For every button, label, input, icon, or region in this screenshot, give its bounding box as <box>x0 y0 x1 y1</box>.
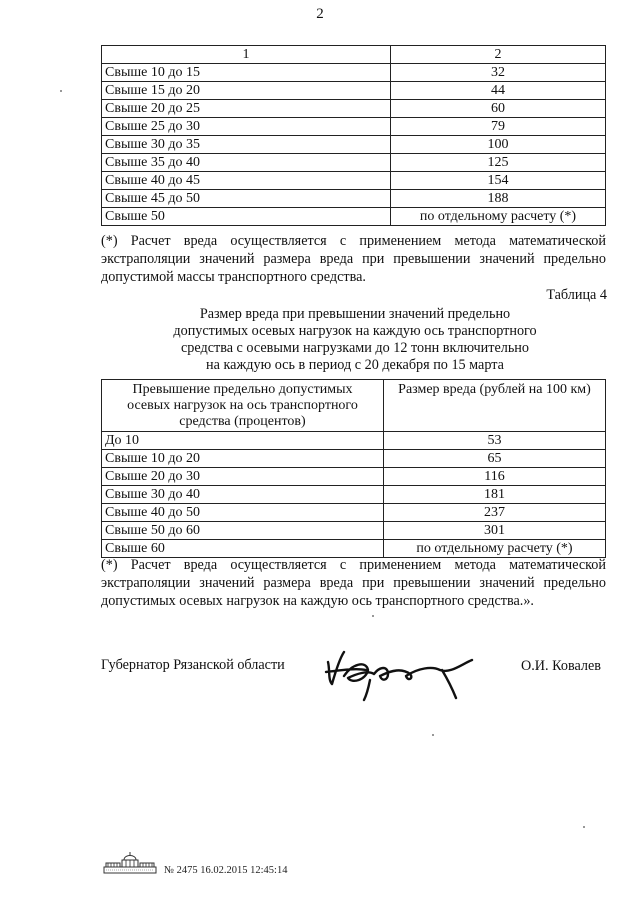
table-row <box>102 100 606 118</box>
damage-amount-cell: 188 <box>391 190 606 208</box>
table-4-label: Таблица 4 <box>546 287 607 303</box>
scan-speck <box>583 826 585 828</box>
scan-speck <box>372 615 374 617</box>
table-row <box>102 136 606 154</box>
handwritten-signature <box>322 640 482 702</box>
table-row <box>102 154 606 172</box>
column-header-overload <box>102 380 384 432</box>
caption-line: на каждую ось в период с 20 декабря по 15 марта <box>206 357 504 373</box>
damage-amount-cell: 116 <box>384 468 606 486</box>
signatory-name: О.И. Ковалев <box>521 658 601 674</box>
overload-range-cell: Свыше 10 до 20 <box>102 450 384 468</box>
overload-range-cell: Свыше 20 до 30 <box>102 468 384 486</box>
table-row <box>102 468 606 486</box>
damage-amount-cell: по отдельному расчету (*) <box>384 540 606 558</box>
table-4-caption <box>150 306 560 374</box>
header-line: средства (процентов) <box>179 414 306 429</box>
damage-amount-cell: 53 <box>384 432 606 450</box>
table-row <box>102 190 606 208</box>
column-header: 1 <box>102 46 391 64</box>
damage-table-3 <box>101 45 606 226</box>
note-line: (*) Расчет вреда осуществляется с применением метода математической <box>101 233 606 249</box>
overload-range-cell: Свыше 30 до 35 <box>102 136 391 154</box>
table-row <box>102 504 606 522</box>
table-row <box>102 64 606 82</box>
overload-range-cell: Свыше 50 <box>102 208 391 226</box>
damage-amount-cell: 79 <box>391 118 606 136</box>
table-row <box>102 450 606 468</box>
damage-amount-cell: 125 <box>391 154 606 172</box>
note-line: (*) Расчет вреда осуществляется с применением метода математической <box>101 557 606 573</box>
table-row <box>102 118 606 136</box>
overload-range-cell: Свыше 30 до 40 <box>102 486 384 504</box>
overload-range-cell: Свыше 15 до 20 <box>102 82 391 100</box>
scan-speck <box>60 90 62 92</box>
caption-line: Размер вреда при превышении значений предельно <box>199 306 511 322</box>
table-row <box>102 540 606 558</box>
table-row <box>102 208 606 226</box>
overload-range-cell: Свыше 25 до 30 <box>102 118 391 136</box>
damage-amount-cell: по отдельному расчету (*) <box>391 208 606 226</box>
overload-range-cell: До 10 <box>102 432 384 450</box>
overload-range-cell: Свыше 45 до 50 <box>102 190 391 208</box>
damage-amount-cell: 32 <box>391 64 606 82</box>
damage-amount-cell: 301 <box>384 522 606 540</box>
table-row <box>102 82 606 100</box>
registration-number: № 2475 16.02.2015 12:45:14 <box>164 865 288 876</box>
overload-range-cell: Свыше 40 до 50 <box>102 504 384 522</box>
overload-range-cell: Свыше 60 <box>102 540 384 558</box>
table-row <box>102 172 606 190</box>
note-line: допустимых осевых нагрузок на каждую ось транспортного средства.». <box>101 593 534 609</box>
government-building-icon <box>102 850 158 876</box>
damage-amount-cell: 44 <box>391 82 606 100</box>
note-line: экстраполяции значений размера вреда при превышении значений предельно <box>101 251 606 267</box>
damage-table-4 <box>101 379 606 558</box>
table-header-row <box>102 46 606 64</box>
note-line: допустимой массы транспортного средства. <box>101 269 366 285</box>
header-line: осевых нагрузок на ось транспортного <box>127 398 358 413</box>
damage-amount-cell: 60 <box>391 100 606 118</box>
damage-amount-cell: 100 <box>391 136 606 154</box>
footnote-2 <box>101 556 606 610</box>
column-header: 2 <box>391 46 606 64</box>
table-row <box>102 432 606 450</box>
header-line: Превышение предельно допустимых <box>132 382 353 397</box>
overload-range-cell: Свыше 50 до 60 <box>102 522 384 540</box>
overload-range-cell: Свыше 10 до 15 <box>102 64 391 82</box>
registration-footer <box>102 850 287 876</box>
table-row <box>102 522 606 540</box>
signatory-position: Губернатор Рязанской области <box>101 657 285 673</box>
damage-amount-cell: 154 <box>391 172 606 190</box>
note-line: экстраполяции значений размера вреда при превышении значений предельно <box>101 575 606 591</box>
damage-amount-cell: 237 <box>384 504 606 522</box>
page-number: 2 <box>316 6 324 22</box>
table-header-row <box>102 380 606 432</box>
damage-amount-cell: 65 <box>384 450 606 468</box>
caption-line: средства с осевыми нагрузками до 12 тонн включительно <box>180 340 529 356</box>
damage-amount-cell: 181 <box>384 486 606 504</box>
column-header-damage: Размер вреда (рублей на 100 км) <box>384 380 606 432</box>
overload-range-cell: Свыше 35 до 40 <box>102 154 391 172</box>
caption-line: допустимых осевых нагрузок на каждую ось транспортного <box>173 323 537 339</box>
footnote-1 <box>101 232 606 286</box>
overload-range-cell: Свыше 20 до 25 <box>102 100 391 118</box>
overload-range-cell: Свыше 40 до 45 <box>102 172 391 190</box>
table-row <box>102 486 606 504</box>
scan-speck <box>432 734 434 736</box>
